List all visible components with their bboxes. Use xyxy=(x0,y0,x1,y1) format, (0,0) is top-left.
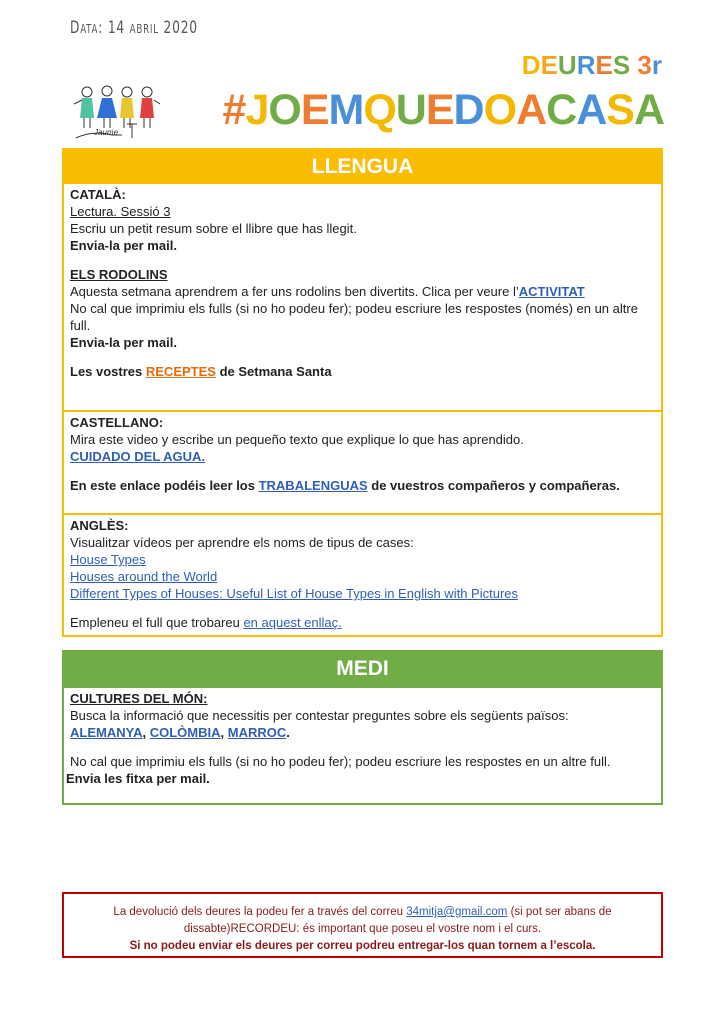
llengua-section xyxy=(62,148,663,637)
houses-world-link[interactable]: Houses around the World xyxy=(70,569,218,584)
title-letter: E xyxy=(425,86,454,134)
catala-heading: CATALÀ: xyxy=(70,187,126,202)
title-letter: D xyxy=(453,86,484,134)
receptes-link[interactable]: RECEPTES xyxy=(145,364,216,379)
receptes-pre: Les vostres xyxy=(70,364,146,379)
footer-bold: Si no podeu enviar els deures per correu podreu entregar-los quan tornem a l’escola. xyxy=(129,940,596,952)
school-logo xyxy=(72,80,172,142)
cuidado-agua-link[interactable]: CUIDADO DEL AGUA. xyxy=(70,449,206,464)
hashtag-title xyxy=(223,86,664,135)
footer-post: (si pot ser abans de dissabte)RECORDEU: és important que poseu el vostre nom i el curs. xyxy=(183,906,612,935)
medi-section xyxy=(62,650,663,805)
title-letter: # xyxy=(222,86,246,134)
footer-pre: La devolució dels deures la podeu fer a través del correu xyxy=(113,906,407,918)
rodolins-line: Aquesta setmana aprendrem a fer uns rodolins ben divertits. Clica per veure l’ xyxy=(70,284,519,299)
types-houses-link[interactable]: Different Types of Houses: Useful List of House Types in English with Pictures xyxy=(70,586,518,601)
title-letter: U xyxy=(395,86,426,134)
title-letter: O xyxy=(483,86,517,134)
angles-heading: ANGLÈS: xyxy=(70,518,129,533)
angles-line: Visualitzar vídeos per aprendre els noms de tipus de cases: xyxy=(70,535,414,550)
title-letter: A xyxy=(576,86,607,134)
medi-heading: CULTURES DEL MÓN: xyxy=(70,691,208,706)
email-link[interactable]: 34mitja@gmail.com xyxy=(406,906,508,918)
trabalenguas-pre: En este enlace podéis leer los xyxy=(70,478,259,493)
llengua-header: LLENGUA xyxy=(64,150,661,184)
medi-line: Busca la informació que necessitis per contestar preguntes sobre els següents països: xyxy=(70,708,569,723)
castellano-heading: CASTELLANO: xyxy=(70,415,164,430)
svg-text:Jaume: Jaume xyxy=(94,128,119,137)
title-letter: A xyxy=(516,86,547,134)
medi-header: MEDI xyxy=(64,652,661,686)
catala-line: Escriu un petit resum sobre el llibre que has llegit. xyxy=(70,221,357,236)
title-letter: D xyxy=(521,50,541,80)
end: . xyxy=(286,725,290,740)
rodolins-heading: ELS RODOLINS xyxy=(70,267,168,282)
title-letter: U xyxy=(557,50,577,80)
receptes-post: de Setmana Santa xyxy=(215,364,332,379)
title-letter: J xyxy=(245,86,269,134)
title-letter: A xyxy=(633,86,664,134)
title-letter: M xyxy=(328,86,364,134)
sep: , xyxy=(220,725,228,740)
medi-line2: No cal que imprimiu els fulls (si no ho podeu fer); podeu escriure les respostes en un altre full. xyxy=(70,754,611,769)
title-letter: E xyxy=(595,50,613,80)
title-letter: R xyxy=(576,50,596,80)
alemanya-link[interactable]: ALEMANYA xyxy=(70,725,143,740)
title-letter: S xyxy=(606,86,634,134)
trabalenguas-link[interactable]: TRABALENGUAS xyxy=(258,478,368,493)
catala-send: Envia-la per mail. xyxy=(70,238,177,253)
catala-sub: Lectura. Sessió 3 xyxy=(70,204,171,219)
sep: , xyxy=(142,725,150,740)
castellano-block xyxy=(64,410,661,513)
date: Data: 14 abril 2020 xyxy=(70,18,198,38)
title-letter: 3 xyxy=(637,50,652,80)
title-letter: Q xyxy=(363,86,396,134)
title-letter: E xyxy=(300,86,329,134)
medi-block xyxy=(64,686,661,791)
angles-block xyxy=(64,513,661,635)
activitat-link[interactable]: ACTIVITAT xyxy=(518,284,585,299)
rodolins-send: Envia-la per mail. xyxy=(70,335,177,350)
title-letter: E xyxy=(540,50,558,80)
full-pre: Empleneu el full que trobareu xyxy=(70,615,244,630)
deures-title xyxy=(522,50,662,81)
colombia-link[interactable]: COLÒMBIA xyxy=(149,725,221,740)
trabalenguas-post: de vuestros compañeros y compañeras. xyxy=(367,478,620,493)
full-link[interactable]: en aquest enllaç. xyxy=(243,615,342,630)
title-letter: C xyxy=(546,86,577,134)
castellano-line: Mira este video y escribe un pequeño texto que explique lo que has aprendido. xyxy=(70,432,524,447)
title-letter: r xyxy=(651,50,662,80)
footer-notice xyxy=(62,892,663,958)
medi-send: Envia les fitxa per mail. xyxy=(66,771,210,786)
title-letter: O xyxy=(268,86,301,134)
catala-block xyxy=(64,184,661,410)
rodolins-line2: No cal que imprimiu els fulls (si no ho podeu fer); podeu escriure les respostes (només) en un altre full. xyxy=(70,301,638,333)
house-types-link[interactable]: House Types xyxy=(70,552,146,567)
title-letter: S xyxy=(612,50,631,80)
marroc-link[interactable]: MARROC xyxy=(227,725,287,740)
